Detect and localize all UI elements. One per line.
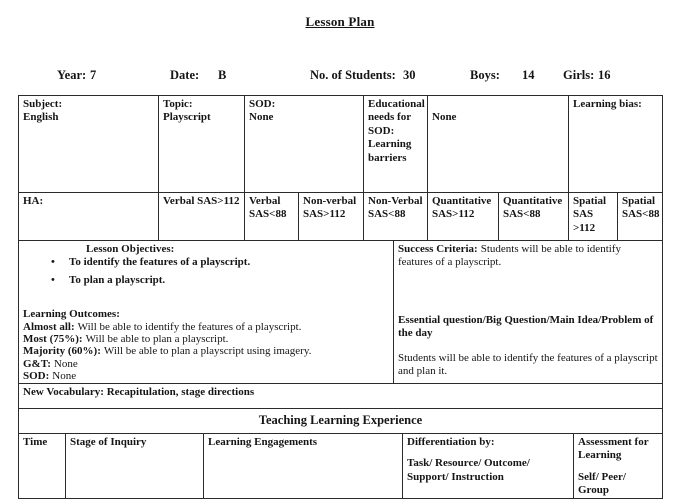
differentiation-label: Differentiation by:: [407, 436, 495, 448]
ability-band-cell: Verbal SAS<88: [245, 193, 299, 240]
date-label: Date:: [170, 68, 200, 82]
page-title: Lesson Plan: [305, 14, 375, 29]
success-criteria-text: Students will be able to identify features of a playscript.: [398, 243, 621, 268]
vocabulary-row: [19, 384, 662, 409]
ability-band-cell: Non-Verbal SAS<88: [364, 193, 428, 240]
edu-needs-cell: Educational needs for SOD: Learning barriers: [364, 96, 428, 192]
objective-text: To plan a playscript.: [69, 274, 166, 287]
learning-outcomes: [23, 308, 389, 382]
success-criteria-cell: [394, 241, 662, 383]
vocabulary-cell: New Vocabulary: Recapitulation, stage directions: [23, 386, 255, 398]
boys-value: 14: [522, 68, 535, 82]
success-criteria: [398, 243, 658, 269]
outcome-line: [23, 358, 389, 370]
ability-band-cell: Quantitative SAS<88: [499, 193, 569, 240]
assessment-options: Self/ Peer/ Group: [578, 470, 626, 497]
year-label: Year:: [57, 68, 87, 82]
topic-cell: [159, 96, 245, 192]
differentiation-header: [403, 434, 574, 498]
boys-label: Boys:: [470, 68, 500, 82]
info-bar: [0, 68, 680, 86]
ability-band-cell: Spatial SAS<88: [622, 195, 660, 221]
ability-band-row: [19, 193, 662, 241]
objective-bullet: [47, 256, 389, 274]
date-value: B: [218, 68, 227, 82]
year-value: 7: [90, 68, 97, 82]
ability-band-cell: Verbal SAS>112: [159, 193, 245, 240]
outcome-label: Almost all:: [23, 320, 75, 333]
outcomes-heading: Learning Outcomes:: [23, 308, 120, 321]
success-criteria-label: Success Criteria:: [398, 243, 478, 255]
students-label: No. of Students:: [310, 68, 396, 82]
learning-bias-cell: Learning bias:: [573, 98, 642, 110]
edu-needs-value-cell: [428, 96, 569, 192]
edu-needs-value: None: [432, 111, 457, 123]
outcome-line: [23, 345, 389, 357]
outcome-line: [23, 333, 389, 345]
objective-text: To identify the features of a playscript.: [69, 256, 251, 269]
subject-label: Subject:: [23, 98, 63, 110]
outcome-text: Will be able to identify the features of a playscript.: [77, 320, 302, 333]
tle-heading: Teaching Learning Experience: [258, 413, 423, 428]
header-row-1: [19, 96, 662, 193]
sod-cell: [245, 96, 364, 192]
ha-cell: HA:: [19, 193, 159, 240]
students-value: 30: [403, 68, 416, 82]
bullet-icon: •: [51, 256, 55, 269]
stage-of-inquiry-header: Stage of Inquiry: [66, 434, 204, 498]
outcome-label: SOD:: [23, 369, 50, 382]
outcome-label: Most (75%):: [23, 333, 83, 345]
bullet-icon: •: [51, 274, 55, 287]
outcome-text: Will be able to plan a playscript using imagery.: [103, 345, 312, 358]
time-header: Time: [19, 434, 66, 498]
subject-value: English: [23, 111, 59, 124]
ability-band-cell: Non-verbal SAS>112: [299, 193, 364, 240]
sod-value: None: [249, 111, 274, 124]
subject-cell: [19, 96, 159, 192]
assessment-label: Assessment for Learning: [578, 436, 649, 462]
outcome-label: Majority (60%):: [23, 345, 101, 358]
objectives-row: [19, 241, 662, 384]
learning-engagements-header: Learning Engagements: [204, 434, 403, 498]
assessment-header: [574, 434, 662, 498]
topic-label: Topic:: [163, 98, 193, 110]
ability-band-cell: Quantitative SAS>112: [428, 193, 499, 240]
girls-value: 16: [598, 68, 611, 82]
outcome-text: Will be able to plan a playscript.: [85, 333, 229, 345]
outcome-line: [23, 321, 389, 333]
outcome-text: None: [53, 357, 78, 370]
objectives-cell: [19, 241, 394, 383]
essential-question-text: Students will be able to identify the features of a playscript and plan it.: [398, 352, 658, 377]
tle-header-row: [19, 434, 662, 498]
girls-label: Girls:: [563, 68, 595, 82]
objective-bullet: [47, 274, 389, 292]
objectives-heading: Lesson Objectives:: [86, 243, 175, 255]
differentiation-options: Task/ Resource/ Outcome/ Support/ Instruction: [407, 457, 530, 483]
outcome-label: G&T:: [23, 357, 51, 370]
tle-heading-row: [19, 409, 662, 434]
ability-band-cell: Spatial SAS >112: [569, 193, 618, 240]
outcome-line: [23, 370, 389, 382]
sod-label: SOD:: [249, 98, 276, 110]
topic-value: Playscript: [163, 111, 211, 124]
essential-question-heading: Essential question/Big Question/Main Idea/Problem of the day: [398, 314, 654, 339]
outcome-text: None: [52, 369, 77, 382]
lesson-plan-table: [18, 95, 663, 499]
